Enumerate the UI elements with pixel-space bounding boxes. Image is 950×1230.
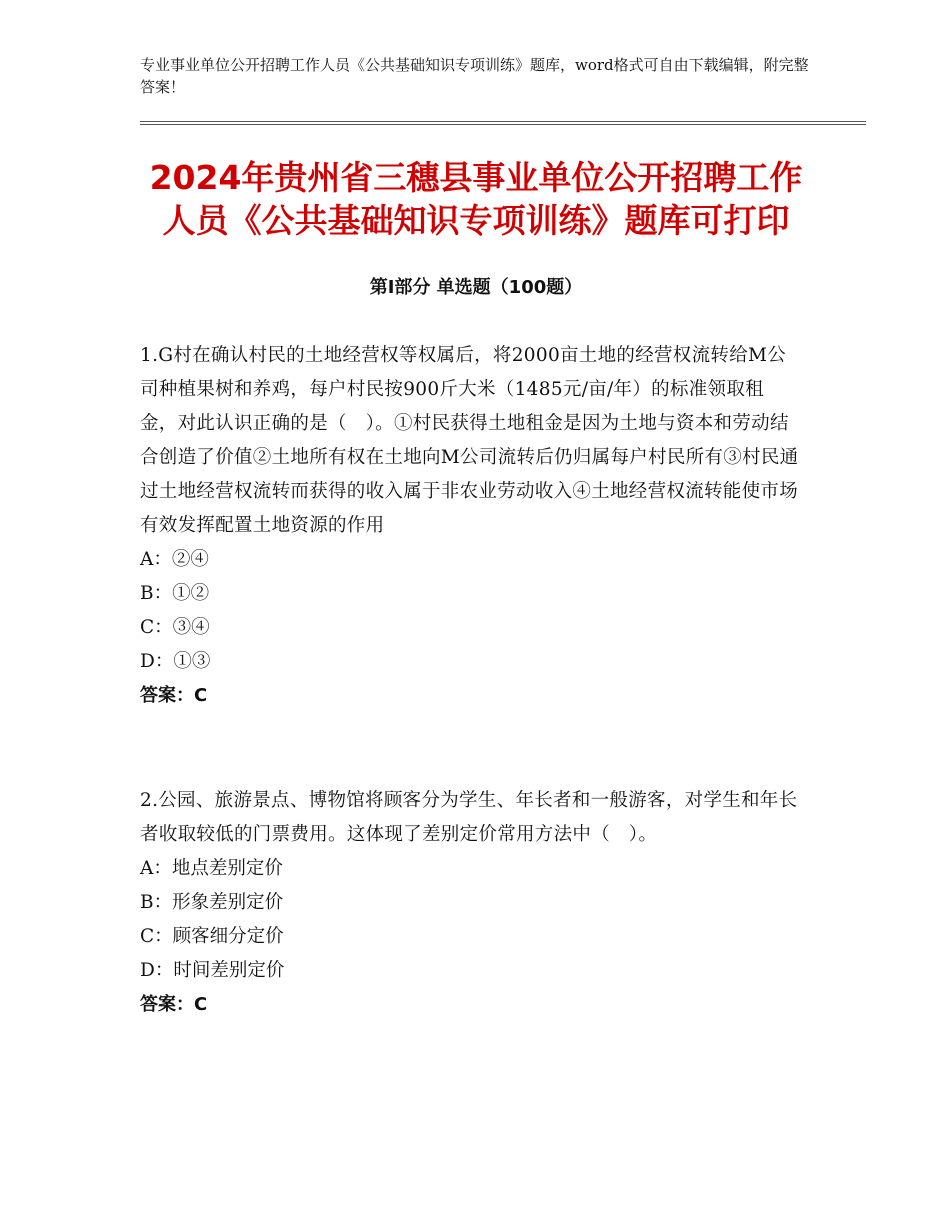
option-d: D：①③ <box>140 651 211 672</box>
document-title: 2024年贵州省三穗县事业单位公开招聘工作人员《公共基础知识专项训练》题库可打印 <box>149 158 803 240</box>
option-b: B：①② <box>140 583 210 604</box>
option-a: A：②④ <box>140 549 209 570</box>
question-1 <box>140 339 800 713</box>
header-divider <box>140 121 866 126</box>
option-a: A：地点差别定价 <box>140 858 283 879</box>
question-2 <box>140 784 800 1022</box>
option-d: D：时间差别定价 <box>140 960 285 981</box>
answer-line: 答案：C <box>140 994 208 1015</box>
header-note: 专业事业单位公开招聘工作人员《公共基础知识专项训练》题库，word格式可自由下载编辑，附完整答案！ <box>140 56 809 96</box>
option-c: C：③④ <box>140 617 210 638</box>
answer-line: 答案：C <box>140 685 208 706</box>
question-stem: 2.公园、旅游景点、博物馆将顾客分为学生、年长者和一般游客，对学生和年长者收取较低的门票费用。这体现了差别定价常用方法中（ ）。 <box>140 790 798 845</box>
section-title: 第Ⅰ部分 单选题（100题） <box>369 277 583 298</box>
option-b: B：形象差别定价 <box>140 892 284 913</box>
question-stem: 1.G村在确认村民的土地经营权等权属后，将2000亩土地的经营权流转给M公司种植果树和养鸡，每户村民按900斤大米（1485元/亩/年）的标准领取租金，对此认识正确的是（ ）。①村民获得土地租金是因为土地与资本和劳动结合创造了价值②土地所有权在土地向M公司流转后仍归属每户村民所有③村民通过土地经营权流转而获得的收入属于非农业劳动收入④土地经营权流转能使市场有效发挥配置土地资源的作用 <box>140 345 799 536</box>
option-c: C：顾客细分定价 <box>140 926 284 947</box>
